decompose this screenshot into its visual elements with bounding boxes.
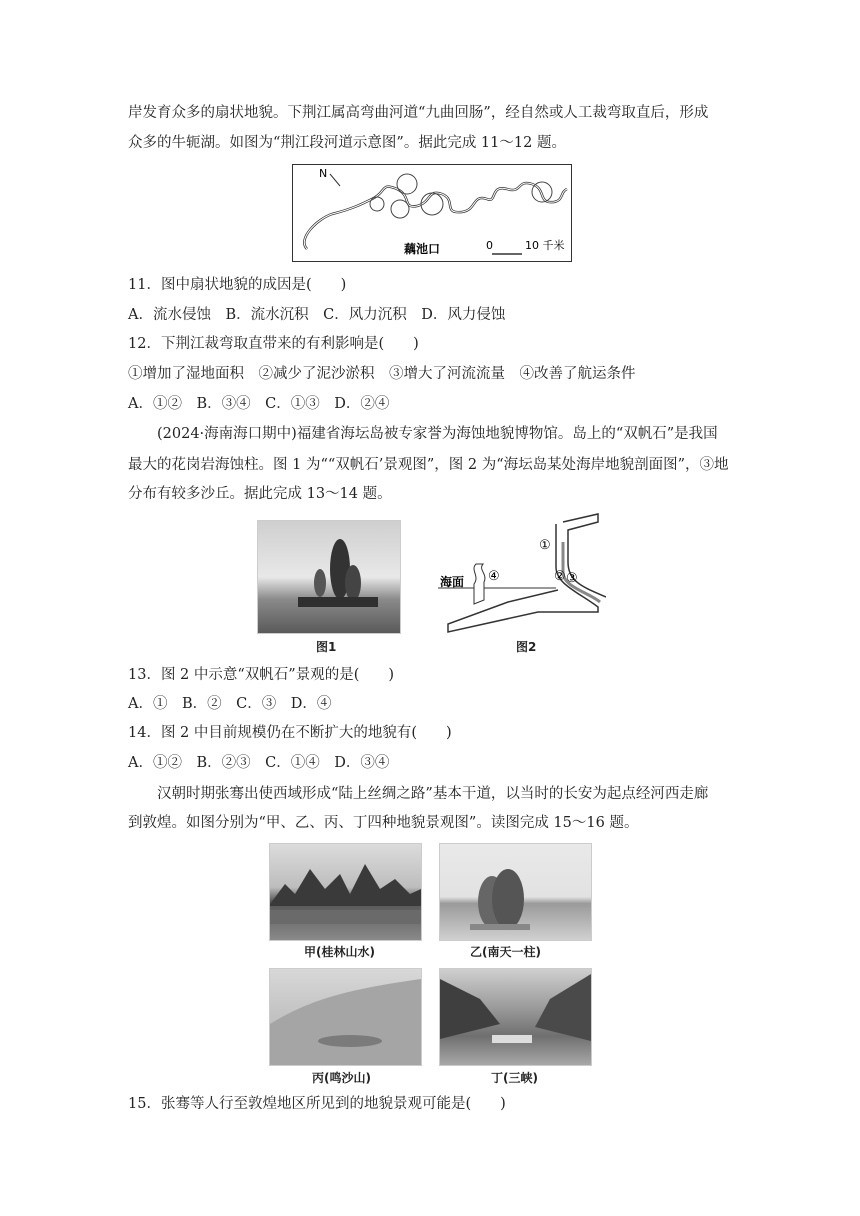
question-11: 11．图中扇状地貌的成因是( ) bbox=[128, 277, 347, 293]
marker-3: ③ bbox=[566, 571, 578, 586]
figure-caption: 图2 bbox=[516, 640, 537, 654]
text-line: 岸发育众多的扇状地貌。下荆江属高弯曲河道“九曲回肠”，经自然或人工裁弯取直后，形成 bbox=[128, 105, 709, 121]
text-line: (2024·海南海口期中)福建省海坛岛被专家誉为海蚀地貌博物馆。岛上的“双帆石”是我国 bbox=[157, 426, 718, 442]
jingjiang-river-map bbox=[292, 164, 572, 262]
question-15: 15．张骞等人行至敦煌地区所见到的地貌景观可能是( ) bbox=[128, 1096, 506, 1112]
north-label: N bbox=[319, 167, 328, 180]
sanxia-photo bbox=[439, 968, 592, 1066]
mingshashan-photo bbox=[269, 968, 422, 1066]
sea-level-label: 海面 bbox=[440, 575, 465, 589]
guilin-photo bbox=[269, 843, 422, 941]
marker-1: ① bbox=[539, 538, 551, 553]
photo-caption-ding: 丁(三峡) bbox=[491, 1071, 538, 1085]
options-14: A．①② B．②③ C．①④ D．③④ bbox=[128, 755, 390, 771]
text-line: 最大的花岗岩海蚀柱。图 1 为““双帆石’景观图”，图 2 为“海坛岛某处海岸地貌剖面图”，③地 bbox=[128, 457, 729, 473]
shuangfanshi-photo bbox=[257, 520, 401, 634]
text-line: 众多的牛轭湖。如图为“荆江段河道示意图”。据此完成 11～12 题。 bbox=[128, 135, 566, 151]
statements-12: ①增加了湿地面积 ②减少了泥沙淤积 ③增大了河流流量 ④改善了航运条件 bbox=[128, 366, 636, 382]
options-12: A．①② B．③④ C．①③ D．②④ bbox=[128, 396, 390, 412]
marker-4: ④ bbox=[488, 569, 500, 584]
text-line: 分布有较多沙丘。据此完成 13～14 题。 bbox=[128, 486, 392, 502]
place-label: 藕池口 bbox=[404, 242, 441, 256]
photo-caption-yi: 乙(南天一柱) bbox=[470, 945, 541, 959]
coastal-profile-diagram bbox=[438, 512, 606, 634]
marker-2: ② bbox=[554, 569, 566, 584]
text-line: 到敦煌。如图分别为“甲、乙、丙、丁四种地貌景观图”。读图完成 15～16 题。 bbox=[128, 815, 639, 831]
photo-caption-jia: 甲(桂林山水) bbox=[304, 945, 375, 959]
photo-caption-bing: 丙(鸣沙山) bbox=[312, 1071, 371, 1085]
text-line: 汉朝时期张骞出使西域形成“陆上丝绸之路”基本干道，以当时的长安为起点经河西走廊 bbox=[157, 786, 709, 802]
question-13: 13．图 2 中示意“双帆石”景观的是( ) bbox=[128, 667, 395, 683]
nantianyizhu-photo bbox=[439, 843, 592, 941]
scale-zero: 0 bbox=[486, 239, 493, 252]
question-12: 12．下荆江裁弯取直带来的有利影响是( ) bbox=[128, 336, 419, 352]
figure-caption: 图1 bbox=[316, 640, 337, 654]
options-13: A．① B．② C．③ D．④ bbox=[128, 696, 332, 712]
scale-label: 10 千米 bbox=[525, 239, 565, 252]
options-11: A．流水侵蚀 B．流水沉积 C．风力沉积 D．风力侵蚀 bbox=[128, 307, 506, 323]
question-14: 14．图 2 中目前规模仍在不断扩大的地貌有( ) bbox=[128, 725, 452, 741]
